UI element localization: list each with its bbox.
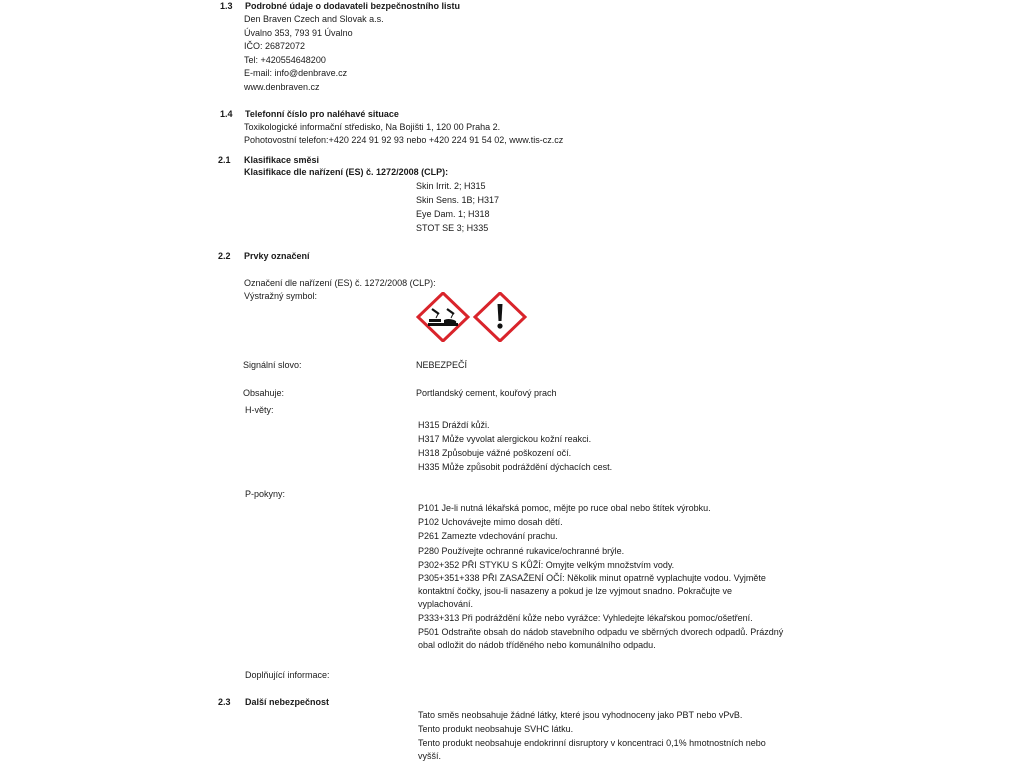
other-hazard-line: vyšší.	[418, 751, 442, 761]
supplier-email: E-mail: info@denbrave.cz	[244, 68, 348, 78]
classification-item: STOT SE 3; H335	[416, 223, 489, 233]
section-2-1-number: 2.1	[218, 155, 231, 165]
p-statement: P305+351+338 PŘI ZASAŽENÍ OČÍ: Několik minut opatrně vyplachujte vodou. Vyjměte	[418, 573, 766, 583]
classification-item: Eye Dam. 1; H318	[416, 209, 490, 219]
contains-label: Obsahuje:	[243, 388, 285, 398]
other-hazard-line: Tento produkt neobsahuje SVHC látku.	[418, 724, 574, 734]
classification-regulation: Klasifikace dle nařízení (ES) č. 1272/2008 (CLP):	[244, 167, 449, 177]
p-statement: P501 Odstraňte obsah do nádob stavebního odpadu ve sběrných dvorech odpadů. Prázdný	[418, 627, 784, 637]
hazard-pictograms	[416, 292, 528, 342]
section-2-3-title: Další nebezpečnost	[245, 697, 330, 707]
p-statements-label: P-pokyny:	[245, 489, 286, 499]
h-statement: H315 Dráždí kůži.	[418, 420, 490, 430]
p-statement: P101 Je-li nutná lékařská pomoc, mějte po ruce obal nebo štítek výrobku.	[418, 503, 711, 513]
supplier-phone: Tel: +420554648200	[244, 55, 326, 65]
h-statements-label: H-věty:	[245, 405, 274, 415]
h-statement: H335 Může způsobit podráždění dýchacích cest.	[418, 462, 613, 472]
p-statement: P102 Uchovávejte mimo dosah dětí.	[418, 517, 563, 527]
p-statement: vyplachování.	[418, 599, 474, 609]
supplier-name: Den Braven Czech and Slovak a.s.	[244, 14, 384, 24]
section-1-4-number: 1.4	[220, 109, 233, 119]
other-hazard-line: Tento produkt neobsahuje endokrinní disruptory v koncentraci 0,1% hmotnostních nebo	[418, 738, 766, 748]
p-statement: P261 Zamezte vdechování prachu.	[418, 531, 558, 541]
section-1-3-number: 1.3	[220, 1, 233, 11]
p-statement: obal odložit do nádob tříděného nebo komunálního odpadu.	[418, 640, 656, 650]
section-2-3-number: 2.3	[218, 697, 231, 707]
section-2-1-title: Klasifikace směsi	[244, 155, 320, 165]
warning-symbol-label: Výstražný symbol:	[244, 291, 318, 301]
section-2-2-title: Prvky označení	[244, 251, 310, 261]
supplier-ico: IČO: 26872072	[244, 41, 306, 51]
signal-word-label: Signální slovo:	[243, 360, 302, 370]
corrosion-icon	[418, 293, 468, 341]
h-statement: H317 Může vyvolat alergickou kožní reakci.	[418, 434, 592, 444]
emergency-center: Toxikologické informační středisko, Na Bojišti 1, 120 00 Praha 2.	[244, 122, 501, 132]
h-statement: H318 Způsobuje vážné poškození očí.	[418, 448, 572, 458]
section-1-3-title: Podrobné údaje o dodavateli bezpečnostního listu	[245, 1, 461, 11]
supplier-address: Úvalno 353, 793 91 Úvalno	[244, 28, 353, 38]
labeling-regulation: Označení dle nařízení (ES) č. 1272/2008 (CLP):	[244, 278, 436, 288]
p-statement: kontaktní čočky, jsou-li nasazeny a pokud je lze vyjmout snadno. Pokračujte ve	[418, 586, 732, 596]
other-hazard-line: Tato směs neobsahuje žádné látky, které jsou vyhodnoceny jako PBT nebo vPvB.	[418, 710, 743, 720]
section-2-2-number: 2.2	[218, 251, 231, 261]
classification-item: Skin Sens. 1B; H317	[416, 195, 500, 205]
contains-value: Portlandský cement, kouřový prach	[416, 388, 557, 398]
emergency-phone: Pohotovostní telefon:+420 224 91 92 93 nebo +420 224 91 54 02, www.tis-cz.cz	[244, 135, 564, 145]
classification-item: Skin Irrit. 2; H315	[416, 181, 486, 191]
exclamation-icon	[475, 293, 525, 341]
supplier-web: www.denbraven.cz	[244, 82, 320, 92]
supplementary-info-label: Doplňující informace:	[245, 670, 330, 680]
section-1-4-title: Telefonní číslo pro naléhavé situace	[245, 109, 399, 119]
p-statement: P280 Používejte ochranné rukavice/ochranné brýle.	[418, 546, 625, 556]
p-statement: P333+313 Při podráždění kůže nebo vyrážce: Vyhledejte lékařskou pomoc/ošetření.	[418, 613, 753, 623]
signal-word-value: NEBEZPEČÍ	[416, 360, 468, 370]
p-statement: P302+352 PŘI STYKU S KŮŽÍ: Omyjte velkým množstvím vody.	[418, 560, 675, 570]
